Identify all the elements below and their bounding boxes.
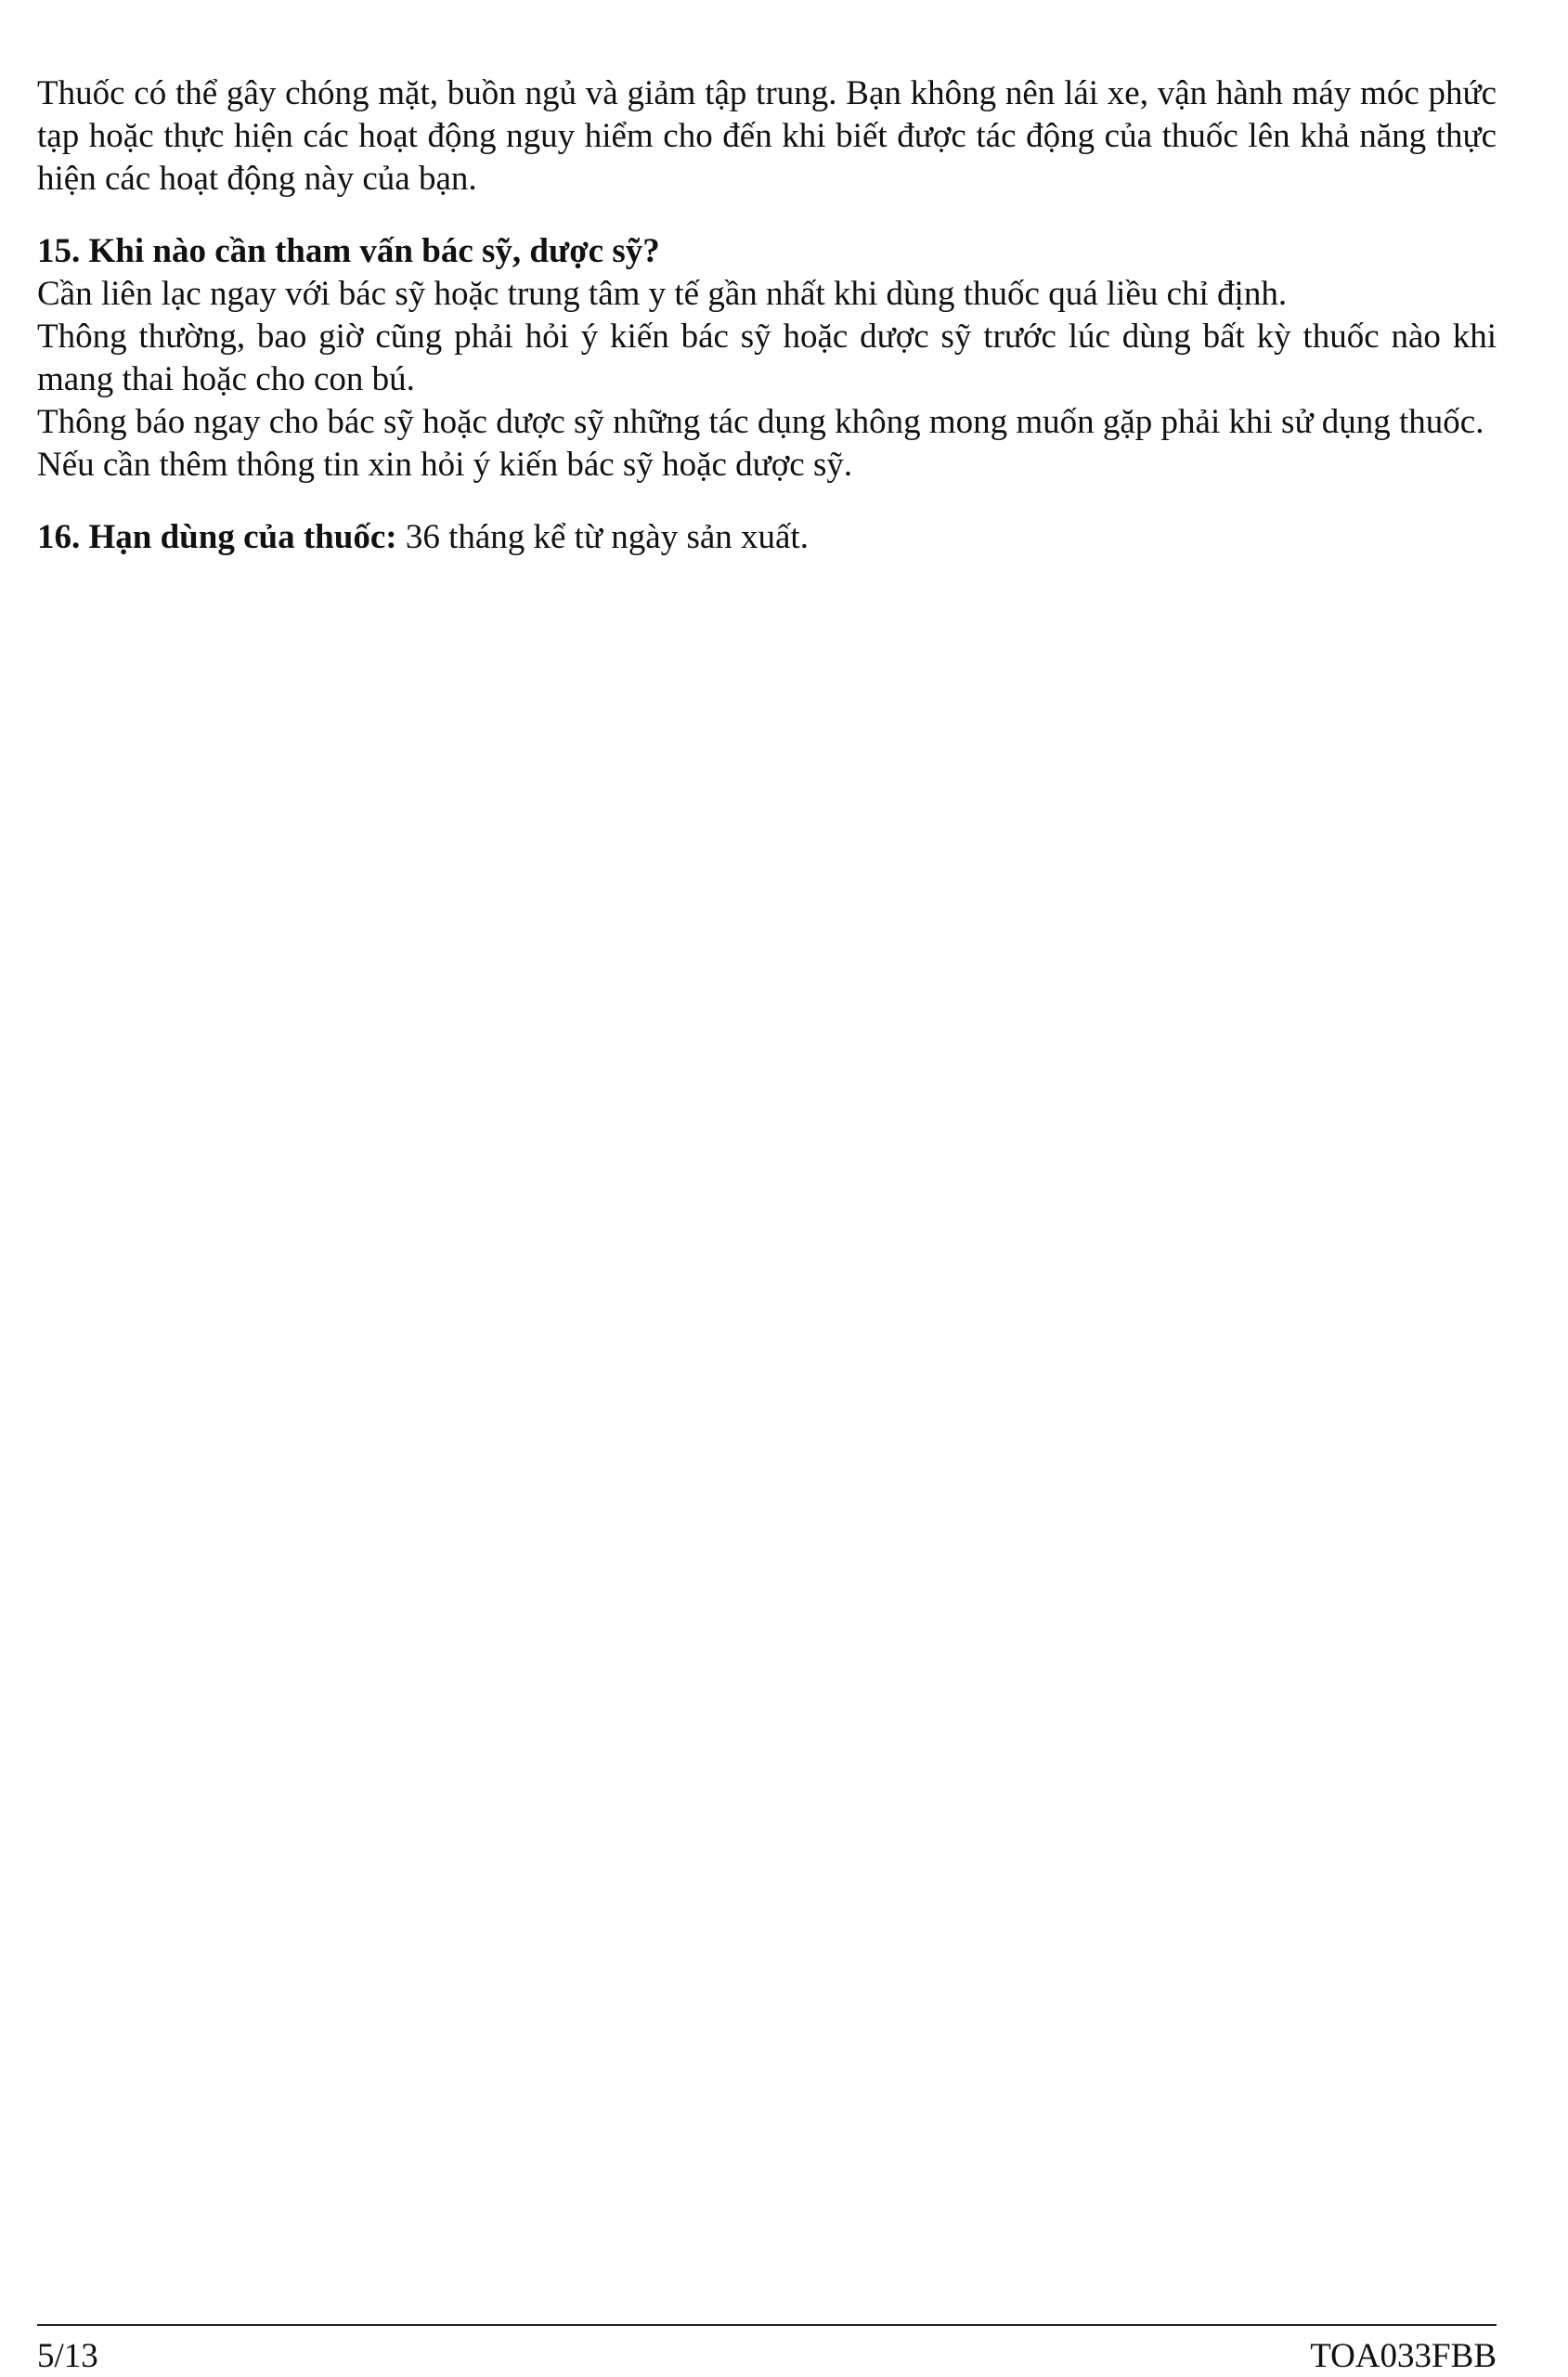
section-15-paragraph: Nếu cần thêm thông tin xin hỏi ý kiến bác sỹ hoặc dược sỹ. xyxy=(37,446,853,484)
intro-paragraph: Thuốc có thể gây chóng mặt, buồn ngủ và giảm tập trung. Bạn không nên lái xe, vận hành máy móc phức tạp hoặc thực hiện các hoạt động nguy hiểm cho đến khi biết được tác động của thuốc lên khả năng thực hiện các hoạt động này của bạn. xyxy=(37,74,1497,198)
section-15 xyxy=(37,230,1497,487)
document-code: TOA033FBB xyxy=(1310,2337,1497,2375)
section-15-heading: 15. Khi nào cần tham vấn bác sỹ, dược sỹ? xyxy=(37,232,660,270)
section-16-line xyxy=(37,516,1497,559)
document-body xyxy=(37,72,1497,559)
footer-divider xyxy=(37,2324,1497,2326)
section-15-paragraph: Cần liên lạc ngay với bác sỹ hoặc trung tâm y tế gần nhất khi dùng thuốc quá liều chỉ định. xyxy=(37,275,1288,313)
section-16-text: 36 tháng kể từ ngày sản xuất. xyxy=(396,518,809,556)
section-15-paragraph: Thông báo ngay cho bác sỹ hoặc dược sỹ những tác dụng không mong muốn gặp phải khi sử dụng thuốc. xyxy=(37,403,1484,441)
page-footer xyxy=(37,2338,1497,2375)
section-15-paragraph: Thông thường, bao giờ cũng phải hỏi ý kiến bác sỹ hoặc dược sỹ trước lúc dùng bất kỳ thuốc nào khi mang thai hoặc cho con bú. xyxy=(37,318,1497,398)
section-16 xyxy=(37,516,1497,559)
page-number: 5/13 xyxy=(37,2337,98,2375)
section-16-heading: 16. Hạn dùng của thuốc: xyxy=(37,518,397,556)
